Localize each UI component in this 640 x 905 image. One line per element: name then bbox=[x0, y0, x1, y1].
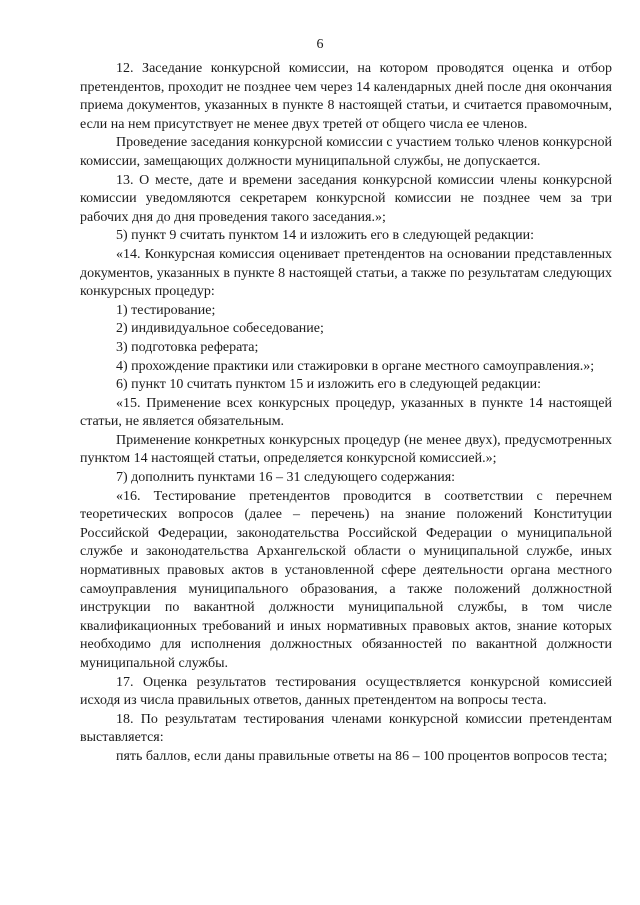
paragraph-18: 18. По результатам тестирования членами конкурсной комиссии претендентам выставляется: bbox=[80, 711, 612, 746]
paragraph-15: «15. Применение всех конкурсных процедур, указанных в пункте 14 настоящей статьи, не является обязательным. bbox=[80, 395, 612, 430]
paragraph-13: 13. О месте, дате и времени заседания конкурсной комиссии члены конкурсной комиссии уведомляются секретарем конкурсной комиссии не позднее чем за три рабочих дня до дня проведения такого заседания.»; bbox=[80, 172, 612, 225]
paragraph-14: «14. Конкурсная комиссия оценивает претендентов на основании представленных документов, указанных в пункте 8 настоящей статьи, а также по результатам следующих конкурсных процедур: bbox=[80, 246, 612, 300]
paragraph-17: 17. Оценка результатов тестирования осуществляется конкурсной комиссией исходя из числа правильных ответов, данных претендентом на вопросы теста. bbox=[80, 674, 612, 709]
paragraph-15-continued: Применение конкретных конкурсных процедур (не менее двух), предусмотренных пунктом 14 настоящей статьи, определяется конкурсной комиссией.»; bbox=[80, 432, 612, 467]
procedure-testing: 1) тестирование; bbox=[116, 302, 216, 318]
paragraph-12: 12. Заседание конкурсной комиссии, на котором проводятся оценка и отбор претендентов, проходит не позднее чем через 14 календарных дней после дня окончания приема документов, указанных в пункте 8 настоящей статьи, и считается правомочным, если на нем присутствует не менее двух третей от общего числа ее членов. bbox=[80, 61, 612, 132]
paragraph-12-continued: Проведение заседания конкурсной комиссии с участием только членов конкурсной комиссии, замещающих должности муниципальной службы, не допускается. bbox=[80, 135, 612, 169]
document-body bbox=[80, 60, 612, 767]
paragraph-18-score-five: пять баллов, если даны правильные ответы на 86 – 100 процентов вопросов теста; bbox=[116, 748, 608, 764]
procedure-interview: 2) индивидуальное собеседование; bbox=[116, 321, 324, 337]
amendment-item-7: 7) дополнить пунктами 16 – 31 следующего содержания: bbox=[116, 470, 456, 486]
page-number: 6 bbox=[316, 37, 324, 52]
paragraph-16: «16. Тестирование претендентов проводится в соответствии с перечнем теоретических вопросов (далее – перечень) на знание положений Конституции Российской Федерации, законодательства Российской Федерации о муниципальной службе и законодательства Архангельской области о муниципальной службе, иных нормативных правовых актов в установленной сфере деятельности органа местного самоуправления муниципального образования, а также положений должностной инструкции по вакантной должности муниципальной службы, в том числе квалификационных требований и иных нормативных правовых актов, знание которых необходимо для исполнения должностных обязанностей по вакантной должности муниципальной службы. bbox=[80, 488, 612, 671]
procedure-essay: 3) подготовка реферата; bbox=[116, 339, 259, 355]
amendment-item-5: 5) пункт 9 считать пунктом 14 и изложить его в следующей редакции: bbox=[116, 228, 534, 244]
procedure-internship: 4) прохождение практики или стажировки в органе местного самоуправления.»; bbox=[116, 358, 595, 374]
amendment-item-6: 6) пункт 10 считать пунктом 15 и изложить его в следующей редакции: bbox=[116, 377, 541, 393]
